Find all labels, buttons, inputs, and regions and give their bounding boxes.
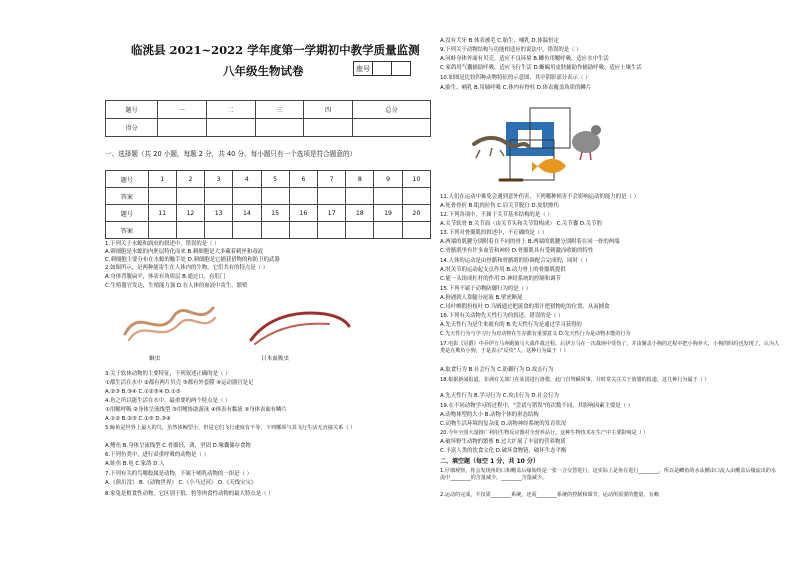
question-text: 2.运动的完成，不仅需________系统，还需________系统的控制和调节，运动所需要的能量，有赖 (440, 492, 659, 498)
option-text: A.先天性行为是生来就有的 B.先天性行为是通过学习获得的 (440, 322, 582, 328)
exam-title: 临洮县 2021~2022 学年度第一学期初中教学质量监测 (131, 43, 420, 57)
option-text: C.能一头组成杠杆的作用 D.神经系统的控制和调节 (440, 276, 561, 282)
question-text: 19.在不同动物学习的过程中，"尝试与错误"的次数不同，其影响因素主要是（ ） (440, 403, 634, 409)
schistosome-caption: 日本血吸虫 (261, 356, 289, 362)
schistosome-image (245, 300, 355, 348)
option-text: C.刺细胞主要分布在水螅的触手处 D.刺细胞是它捕获猎物的和防卫的武器 (105, 257, 280, 263)
question-text: 9.下列关于动物结构与功能相适应的说法中，错误的是（ ） (440, 47, 582, 53)
question-text: 15.下列不属于动物防御行为的是（ ） (440, 286, 532, 292)
answer-number-row (106, 171, 431, 188)
option-text: A.取食行为 B.社会行为 C.防御行为 D.攻击行为 (440, 367, 554, 373)
option-text: A.狗遇到人靠腿分泌液 B.壁虎断尾 (440, 295, 523, 301)
question-text: 20.今年全国大量推广利用生物反应器对全营养品行，这种生物技术在生产中主要影响是（ ） (440, 430, 649, 436)
answer-cell[interactable] (402, 188, 430, 205)
answer-header-cell: 9 (374, 171, 402, 188)
question-text: 18.根据新闻报道，非洲有关部门在某国进行洛猎，此门自驾瞬回事，并时常关注关于放猎的报道，这几种行为属于（ ） (440, 377, 710, 383)
answer-header-cell: 1 (148, 171, 176, 188)
option-text: ①用鳃呼吸 ②身体呈流线型 ③用鳍协助游泳 ④体表有黏液 ⑤身体表面有鳞片 (105, 407, 287, 413)
answer-row (106, 222, 431, 239)
question-text: 5.鲸鱼是世界上最大的鸟，虽然体鲸型小，但是它们飞行速度有不等，下列哪项与其飞行生活无直接关系（ ） (105, 425, 356, 431)
option-text: A.胎生、哺乳 B.用肺呼吸 C.体内有脊柱 D.体表覆盖角质的鳞片 (440, 85, 592, 91)
answer-table (105, 170, 431, 239)
option-text: A.破坏野生动物的繁殖 B.过大扩展了丰富的营养物质 (440, 439, 566, 445)
answer-header-cell: 12 (176, 205, 204, 222)
question-text: 1.下列关于水螅和涡虫的叙述中，错误的是（ ） (105, 241, 220, 247)
question-text: 6.下列鱼类中，进行双重呼吸的动物是（ ） (105, 452, 209, 458)
score-cell[interactable] (353, 119, 431, 137)
option-text: A.《熊出没》 B.《动物世界》 C.《小马过河》 D.《天线宝宝》 (105, 480, 257, 486)
answer-header-cell: 10 (402, 171, 430, 188)
option-text: C.动物生活环境的复杂度 D.动物神经系统的发育状况 (440, 421, 567, 427)
answer-header-cell: 20 (402, 205, 430, 222)
answer-header-cell: 2 (176, 171, 204, 188)
answer-header-cell: 4 (233, 171, 261, 188)
answer-cell[interactable] (233, 188, 261, 205)
answer-cell[interactable] (289, 188, 317, 205)
score-cell[interactable] (304, 119, 353, 137)
answer-cell[interactable] (317, 188, 345, 205)
question-text: 16.下列有关动物先天性行为的叙述，错误的是（ ） (440, 313, 564, 319)
score-row-label: 得分 (106, 119, 158, 137)
question-text: 7.下列有关的鸟哪般属是动物，不属于哺乳动物的一组是（ ） (105, 471, 253, 477)
option-text: A.身体背腹扁平，体表有角质层 B.通过口，有肛门 (105, 274, 226, 280)
question-text: 8.家兔是植食性动物，它区别于狼、豹等肉食性动物的最大特点是（ ） (105, 491, 274, 497)
answer-cell[interactable] (261, 188, 289, 205)
score-table (105, 100, 431, 137)
option-text: A.蛙鱼 B.龟 C.家鸽 D.人 (105, 461, 165, 467)
option-text: A.鳍鱼 B.身体呈流线型 C.骨骼轻，薄，坚固 D.喙囊储存食物 (105, 443, 251, 449)
question-text: 17.电影《冠爵》中乔伊万马奔跑骑马大战作战过程，后伊万马在一次战场中受伤了，并由聚盖小狗的过程中把小狗养大，小狗的吗吗也发现了，认为人类是在欺负小狗，于是表示"反攻"人，这种行为属于（ ） (440, 341, 780, 355)
option-text: C.母叶蝉假扮枝叶 D.乌贼通过把流食的墨汁把猎物吃的位置，从而捕食 (440, 304, 610, 310)
answer-header-cell: 3 (205, 171, 233, 188)
answer-header-cell: 11 (148, 205, 176, 222)
answer-cell[interactable] (317, 222, 345, 239)
answer-cell[interactable] (261, 222, 289, 239)
score-cell[interactable] (255, 119, 304, 137)
option-text: A.死骨骨折 B.肌肉拉伤 C.肩关节脱臼 D.皮肤擦伤 (440, 203, 559, 209)
option-text: A.没有犬牙 B.体表被毛 C.胎生、哺乳 D.体温恒定 (440, 38, 559, 44)
question-text: 2.如图所示，是两种能寄生在人体内的生物，它们共有的特点是（ ） (105, 265, 269, 271)
option-text: C.丰富人类的饮食文化 D.破坏食物链，破坏生态平衡 (440, 448, 567, 454)
option-text: C.先天性行为与学习行为对动物在生存都有重要意义 D.先天性行为是动物本能的行为 (440, 331, 631, 337)
answer-cell[interactable] (233, 222, 261, 239)
option-text: A.河蚌身体外面有贝壳，适应不良环境 B.鲫鱼用鳃呼吸，适应水中生活 (440, 56, 609, 62)
question-text: 13.下列对骨骼肌的叙述中，不正确的是（ ） (440, 230, 548, 236)
question-text: 11.人们在运动中难免会遇到意外伤害，下列哪种损害不会影响运动的能力的是（ ） (440, 194, 639, 200)
score-header-cell: 二 (206, 101, 255, 119)
answer-cell[interactable] (346, 188, 374, 205)
score-header-cell: 一 (158, 101, 207, 119)
score-header-cell: 总分 (353, 101, 431, 119)
animal-comparison-diagram (470, 100, 610, 192)
question-text: 12.下列各项中，不属于关节基本结构的是（ ） (440, 212, 553, 218)
option-text: C.骨骼肌里有许多血管和神经 D.骨骼肌具有受刺激而收缩的特性 (440, 248, 594, 254)
answer-header-cell: 5 (261, 171, 289, 188)
answer-header-cell: 题号 (106, 205, 149, 222)
option-text: C.家鸽用气囊辅助呼吸，适应飞行生活 D.蜥蜴用皮肤辅助作辅助呼吸，适应土壤生活 (440, 65, 642, 71)
seat-cell[interactable] (392, 62, 410, 75)
score-header-row (106, 101, 431, 119)
score-header-cell: 四 (304, 101, 353, 119)
option-text: C.生殖器官发达，生殖能力强 D.在人体的血液中寄生、繁殖 (105, 283, 248, 289)
answer-cell[interactable] (205, 222, 233, 239)
answer-header-cell: 19 (374, 205, 402, 222)
answer-number-row (106, 205, 431, 222)
question-text: 1.仔细观察，你会发现鱼的口和鳃盖后缘始终是一张一合交替进行，这实际上是鱼在进行________，所以是鲫鱼的水从鳃由口流入由鳃盖后缘流出的水流中________的含量减少，________含量减少。 (440, 468, 776, 482)
answer-cell[interactable] (374, 188, 402, 205)
option-text: A.②③ B.③④ C.①②③④ D.①③ (105, 389, 181, 395)
question-text: 10.如图是比较四种动物特征的示意图，其中阴影部分表示（ ） (440, 75, 591, 81)
answer-cell[interactable] (176, 188, 204, 205)
answer-header-cell: 18 (346, 205, 374, 222)
answer-cell[interactable] (374, 222, 402, 239)
score-header-cell: 三 (255, 101, 304, 119)
answer-cell[interactable] (176, 222, 204, 239)
section-heading-fill: 二、填空题（每空 1 分，共 10 分） (440, 458, 539, 465)
answer-header-cell: 6 (289, 171, 317, 188)
answer-header-cell: 8 (346, 171, 374, 188)
answer-cell[interactable] (402, 222, 430, 239)
exam-subtitle: 八年级生物试卷 (223, 64, 304, 78)
question-text: 4.鱼之所以能生活在水中，最重要的两个特点是（ ） (105, 398, 231, 404)
section-heading-choice: 一、选择题（共 20 小题，每题 2 分，共 40 分，每小题只有一个选项是符合题意的） (105, 150, 357, 158)
answer-header-cell: 15 (261, 205, 289, 222)
answer-row-label: 答案 (106, 222, 149, 239)
answer-cell[interactable] (346, 222, 374, 239)
answer-header-cell: 13 (205, 205, 233, 222)
score-header-cell: 题号 (106, 101, 158, 119)
answer-header-cell: 7 (317, 171, 345, 188)
answer-cell[interactable] (148, 188, 176, 205)
roundworm-image (119, 296, 219, 346)
answer-cell[interactable] (205, 188, 233, 205)
seat-number-box (353, 61, 411, 76)
answer-row (106, 188, 431, 205)
answer-row-label: 答案 (106, 188, 149, 205)
option-text: A.两端的肌腱分别附着在不同的骨上 B.两端的肌腱分别附着在同一骨的两端 (440, 239, 620, 245)
score-cell[interactable] (158, 119, 207, 137)
option-text: A.先天性行为 B.学习行为 C.攻击行为 D.社会行为 (440, 393, 559, 399)
option-text: A.肘关节的运动起支点作用 B.动力骨上的骨骼肌提供 (440, 267, 566, 273)
option-text: A.关节软骨 B.关节面（由关节头和关节窝构成） C.关节囊 D.关节腔 (440, 221, 602, 227)
option-text: A.动物体型的大小 B.动物个体的形态结构 (440, 412, 539, 418)
answer-cell[interactable] (148, 222, 176, 239)
option-text: A.刺细胞是水螅的内胚层特化而来 B.刺细胞是大多藏着刺丝和毒液 (105, 249, 263, 255)
option-text: A.①② B.②③ C.①③ D.③④ (105, 416, 171, 422)
seat-label: 座号 (354, 62, 373, 75)
roundworm-caption: 蛔虫 (149, 356, 161, 362)
score-value-row (106, 119, 431, 137)
answer-header-cell: 题号 (106, 171, 149, 188)
score-cell[interactable] (206, 119, 255, 137)
answer-cell[interactable] (289, 222, 317, 239)
question-text: 14.人体的运动是由骨骼和骨骼肌的协调配合完成的，同时（ ） (440, 258, 591, 264)
answer-header-cell: 14 (233, 205, 261, 222)
seat-cell[interactable] (373, 62, 392, 75)
answer-header-cell: 16 (289, 205, 317, 222)
answer-header-cell: 17 (317, 205, 345, 222)
question-text: 3.关于软体动物的主要特征，下列叙述正确的是（ ） (105, 371, 231, 377)
option-text: ①都生活在水中 ②都有两片贝壳 ③都有外套膜 ④运动器官是足 (105, 380, 254, 386)
